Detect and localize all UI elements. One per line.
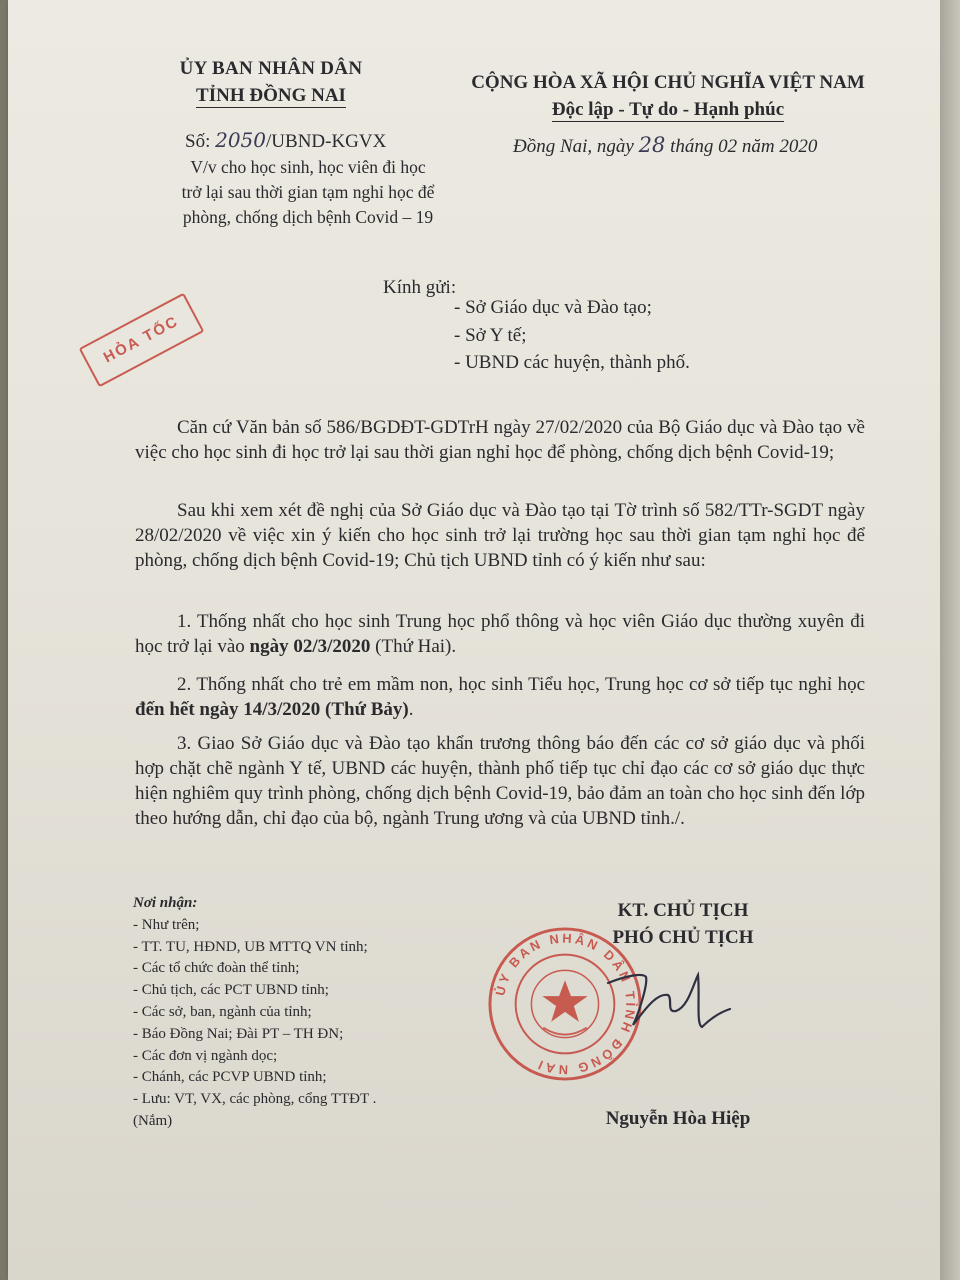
addressee-item: - UBND các huyện, thành phố. bbox=[454, 352, 690, 373]
document-page bbox=[8, 0, 940, 1280]
place-date: Đồng Nai, ngày 28 tháng 02 năm 2020 bbox=[513, 133, 818, 157]
recipient-item: (Nắm) bbox=[133, 1112, 173, 1129]
handwritten-signature-icon bbox=[598, 955, 738, 1045]
addressee-heading: Kính gửi: bbox=[383, 277, 457, 298]
signer-name: Nguyễn Hòa Hiệp bbox=[605, 1108, 751, 1129]
document-subject: V/v cho học sinh, học viên đi học trở lại sau thời gian tạm nghỉ học để phòng, chống dịch bệnh Covid – 19 bbox=[181, 157, 435, 227]
agency-name: ỦY BAN NHÂN DÂN bbox=[179, 58, 363, 79]
recipient-item: - Chánh, các PCVP UBND tỉnh; bbox=[133, 1069, 327, 1086]
national-motto: Độc lập - Tự do - Hạnh phúc bbox=[551, 99, 785, 120]
body-paragraph-2: Sau khi xem xét đề nghị của Sở Giáo dục và Đào tạo tại Tờ trình số 582/TTr-SGDT ngày 28/02/2020 về việc xin ý kiến cho học sinh trở lại trường học sau thời gian tạm nghỉ học để phòng, chống dịch bệnh Covid-19; Chủ tịch UBND tỉnh có ý kiến như sau: bbox=[135, 500, 865, 571]
recipient-item: - Như trên; bbox=[133, 916, 200, 933]
recipient-item: - TT. TU, HĐND, UB MTTQ VN tỉnh; bbox=[133, 938, 368, 955]
paper-edge bbox=[940, 0, 960, 1280]
body-paragraph-1: Căn cứ Văn bản số 586/BGDĐT-GDTrH ngày 27/02/2020 của Bộ Giáo dục và Đào tạo về việc cho học sinh đi học trở lại sau thời gian nghỉ học để phòng, chống dịch bệnh Covid-19; bbox=[135, 417, 865, 463]
body-paragraph-4: 2. Thống nhất cho trẻ em mầm non, học sinh Tiểu học, Trung học cơ sở tiếp tục nghỉ học đến hết ngày 14/3/2020 (Thứ Bảy). bbox=[135, 674, 865, 720]
recipients-list bbox=[133, 893, 376, 1133]
addressee-item: - Sở Y tế; bbox=[454, 325, 527, 346]
body-paragraph-3: 1. Thống nhất cho học sinh Trung học phổ thông và học viên Giáo dục thường xuyên đi học trở lại vào ngày 02/3/2020 (Thứ Hai). bbox=[135, 611, 865, 657]
signature-title: KT. CHỦ TỊCH bbox=[617, 900, 749, 921]
recipient-item: - Báo Đồng Nai; Đài PT – TH ĐN; bbox=[133, 1025, 344, 1042]
recipients-heading: Nơi nhận: bbox=[133, 895, 198, 911]
recipient-item: - Các sở, ban, ngành của tỉnh; bbox=[133, 1003, 312, 1020]
document-number: Số: 2050/UBND-KGVX bbox=[185, 128, 387, 152]
addressee-item: - Sở Giáo dục và Đào tạo; bbox=[454, 297, 652, 318]
document-number-handwritten: 2050 bbox=[215, 128, 267, 152]
date-day-handwritten: 28 bbox=[638, 133, 666, 157]
signature-subtitle: PHÓ CHỦ TỊCH bbox=[612, 927, 754, 948]
recipient-item: - Chủ tịch, các PCT UBND tỉnh; bbox=[133, 982, 329, 999]
body-paragraph-5: 3. Giao Sở Giáo dục và Đào tạo khẩn trương thông báo đến các cơ sở giáo dục và phối hợp chặt chẽ ngành Y tế, UBND các huyện, thành phố tiếp tục chỉ đạo các cơ sở giáo dục thực hiện nghiêm quy trình phòng, chống dịch bệnh Covid-19, bảo đảm an toàn cho học sinh đến lớp theo hướng dẫn, chỉ đạo của bộ, ngành Trung ương và của UBND tỉnh./. bbox=[135, 733, 865, 829]
agency-province: TỈNH ĐỒNG NAI bbox=[196, 85, 346, 106]
recipient-item: - Các tổ chức đoàn thể tỉnh; bbox=[133, 960, 300, 977]
urgent-stamp: HỎA TỐC bbox=[79, 293, 205, 388]
national-title: CỘNG HÒA XÃ HỘI CHỦ NGHĨA VIỆT NAM bbox=[471, 72, 865, 93]
recipient-item: - Các đơn vị ngành dọc; bbox=[133, 1047, 278, 1064]
recipient-item: - Lưu: VT, VX, các phòng, cổng TTĐT . bbox=[133, 1091, 377, 1108]
svg-text:ỦY BAN NHÂN DÂN TỈNH ĐỒNG NAI: ỦY BAN NHÂN DÂN TỈNH ĐỒNG NAI bbox=[492, 930, 639, 1078]
